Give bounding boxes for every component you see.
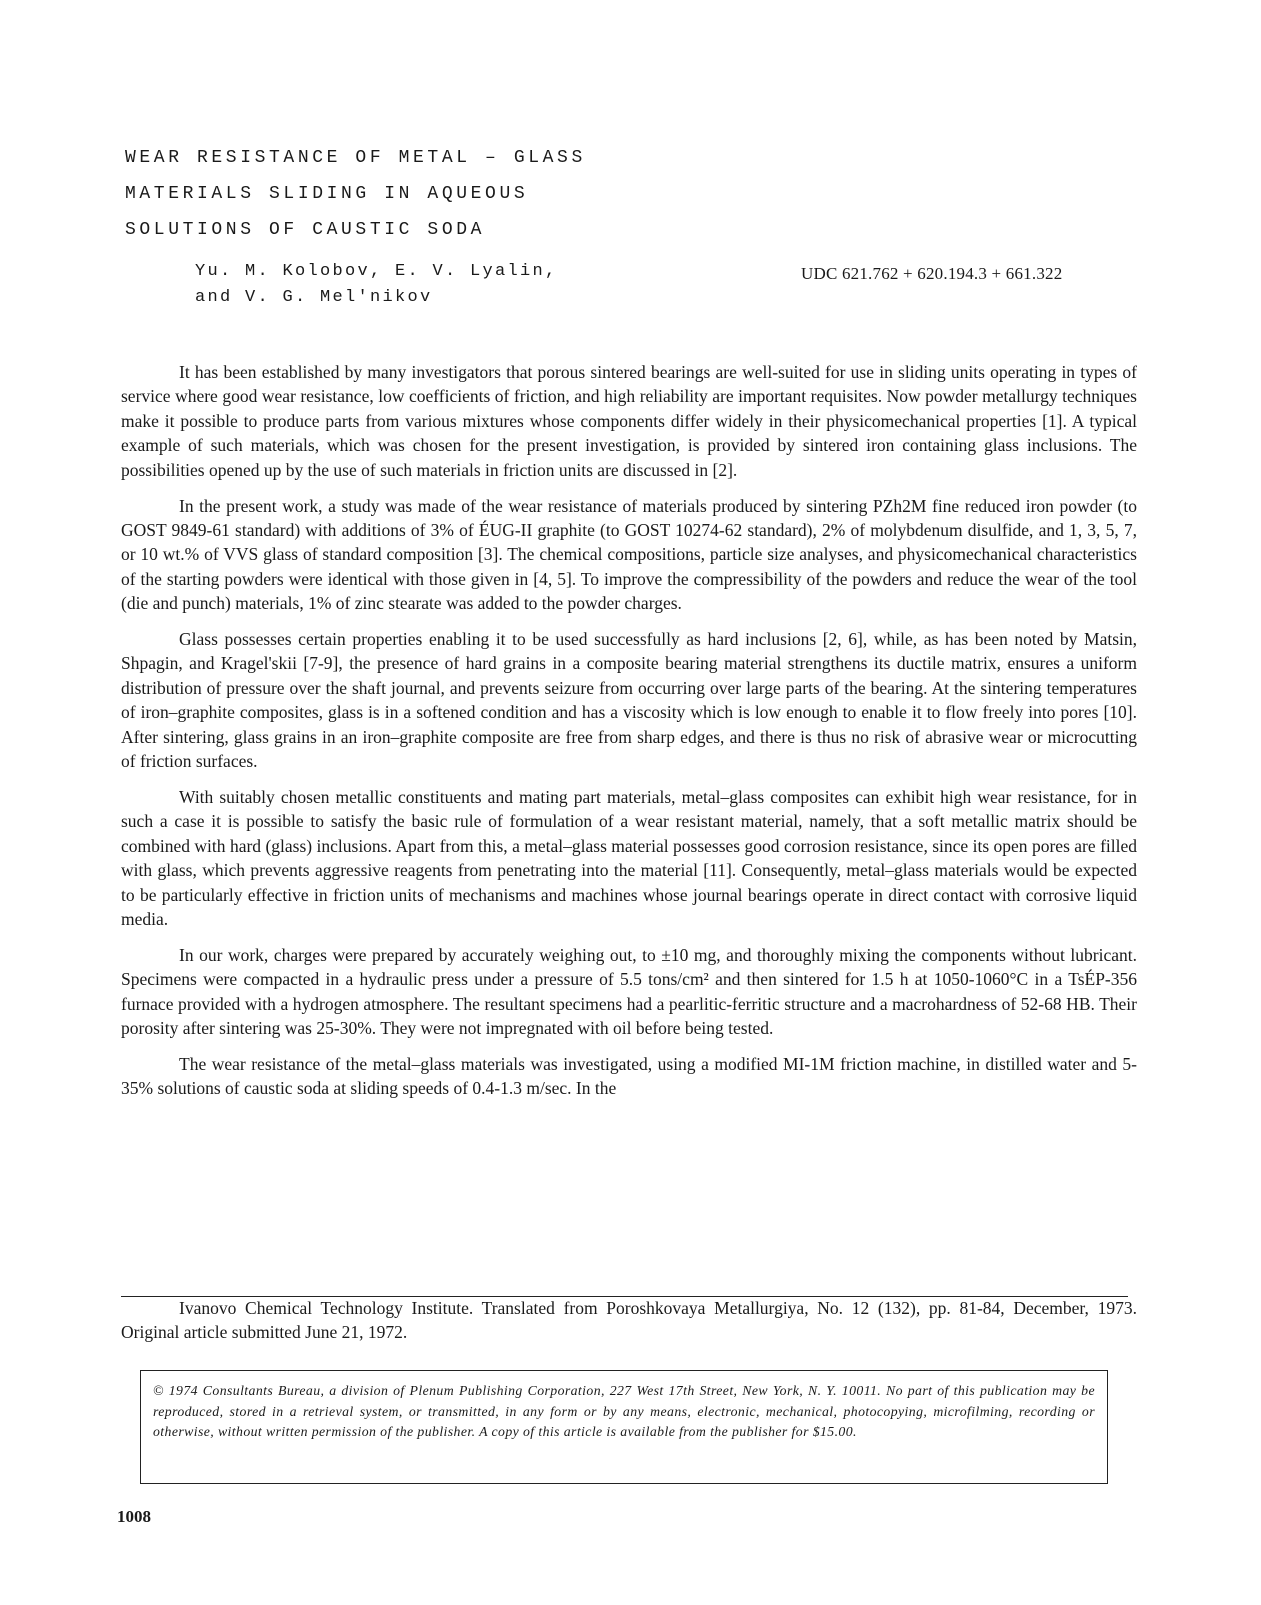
footnote-text: Ivanovo Chemical Technology Institute. Translated from Poroshkovaya Metallurgiya, No. 12 (132), pp. 81-84, December, 1973. Original article submitted June 21, 1972. — [121, 1298, 1137, 1343]
title-line: SOLUTIONS OF CAUSTIC SODA — [125, 220, 486, 240]
title-line: WEAR RESISTANCE OF METAL – GLASS — [125, 148, 586, 168]
paragraph: It has been established by many investigators that porous sintered bearings are well-suited for use in sliding units operating in types of service where good wear resistance, low coefficients of friction, and high reliability are important requisites. Now powder metallurgy techniques make it possible to produce parts from various mixtures whose components differ widely in their physicomechanical properties [1]. A typical example of such materials, which was chosen for the present investigation, is provided by sintered iron containing glass inclusions. The possibilities opened up by the use of such materials in friction units are discussed in [2]. — [121, 362, 1137, 480]
paragraph: In the present work, a study was made of the wear resistance of materials produced by sintering PZh2M fine reduced iron powder (to GOST 9849-61 standard) with additions of 3% of ÉUG-II graphite (to GOST 10274-62 standard), 2% of molybdenum disulfide, and 1, 3, 5, 7, or 10 wt.% of VVS glass of standard composition [3]. The chemical compositions, particle size analyses, and physicomechanical characteristics of the starting powders were identical with those given in [4, 5]. To improve the compressibility of the powders and reduce the wear of the tool (die and punch) materials, 1% of zinc stearate was added to the powder charges. — [121, 495, 1137, 614]
article-body — [121, 360, 1137, 1112]
article-title — [125, 140, 586, 248]
paragraph: With suitably chosen metallic constituents and mating part materials, metal–glass composites can exhibit high wear resistance, for in such a case it is possible to satisfy the basic rule of formulation of a wear resistant material, namely, that a soft metallic matrix should be combined with hard (glass) inclusions. Apart from this, a metal–glass material possesses good corrosion resistance, since its open pores are filled with glass, which prevents aggressive reagents from penetrating into the material [11]. Consequently, metal–glass materials would be expected to be particularly effective in friction units of mechanisms and machines whose journal bearings operate in direct contact with corrosive liquid media. — [121, 787, 1137, 930]
udc-code: UDC 621.762 + 620.194.3 + 661.322 — [801, 264, 1063, 283]
paragraph: Glass possesses certain properties enabling it to be used successfully as hard inclusions [2, 6], while, as has been noted by Matsin, Shpagin, and Kragel'skii [7-9], the presence of hard grains in a composite bearing material strengthens its ductile matrix, ensures a uniform distribution of pressure over the shaft journal, and prevents seizure from occurring over large parts of the bearing. At the sintering temperatures of iron–graphite composites, glass is in a softened condition and has a viscosity which is low enough to enable it to flow freely into pores [10]. After sintering, glass grains in an iron–graphite composite are free from sharp edges, and there is thus no risk of abrasive wear or microcutting of friction surfaces. — [121, 629, 1137, 772]
authors: Yu. M. Kolobov, E. V. Lyalin, and V. G. Mel'nikov — [195, 262, 558, 307]
copyright-box: © 1974 Consultants Bureau, a division of Plenum Publishing Corporation, 227 West 17th Street, New York, N. Y. 10011. No part of this publication may be reproduced, stored in a retrieval system, or transmitted, in any form or by any means, electronic, mechanical, photocopying, microfilming, recording or otherwise, without written permission of the publisher. A copy of this article is available from the publisher for $15.00. — [140, 1370, 1108, 1484]
paragraph: In our work, charges were prepared by accurately weighing out, to ±10 mg, and thoroughly mixing the components without lubricant. Specimens were compacted in a hydraulic press under a pressure of 5.5 tons/cm² and then sintered for 1.5 h at 1050-1060°C in a TsÉP-356 furnace provided with a hydrogen atmosphere. The resultant specimens had a pearlitic-ferritic structure and a macrohardness of 52-68 HB. Their porosity after sintering was 25-30%. They were not impregnated with oil before being tested. — [121, 944, 1137, 1039]
page-number: 1008 — [117, 1507, 151, 1526]
footnote — [121, 1296, 1137, 1345]
title-line: MATERIALS SLIDING IN AQUEOUS — [125, 184, 529, 204]
paragraph: The wear resistance of the metal–glass materials was investigated, using a modified MI-1M friction machine, in distilled water and 5-35% solutions of caustic soda at sliding speeds of 0.4-1.3 m/sec. In the — [121, 1054, 1137, 1099]
